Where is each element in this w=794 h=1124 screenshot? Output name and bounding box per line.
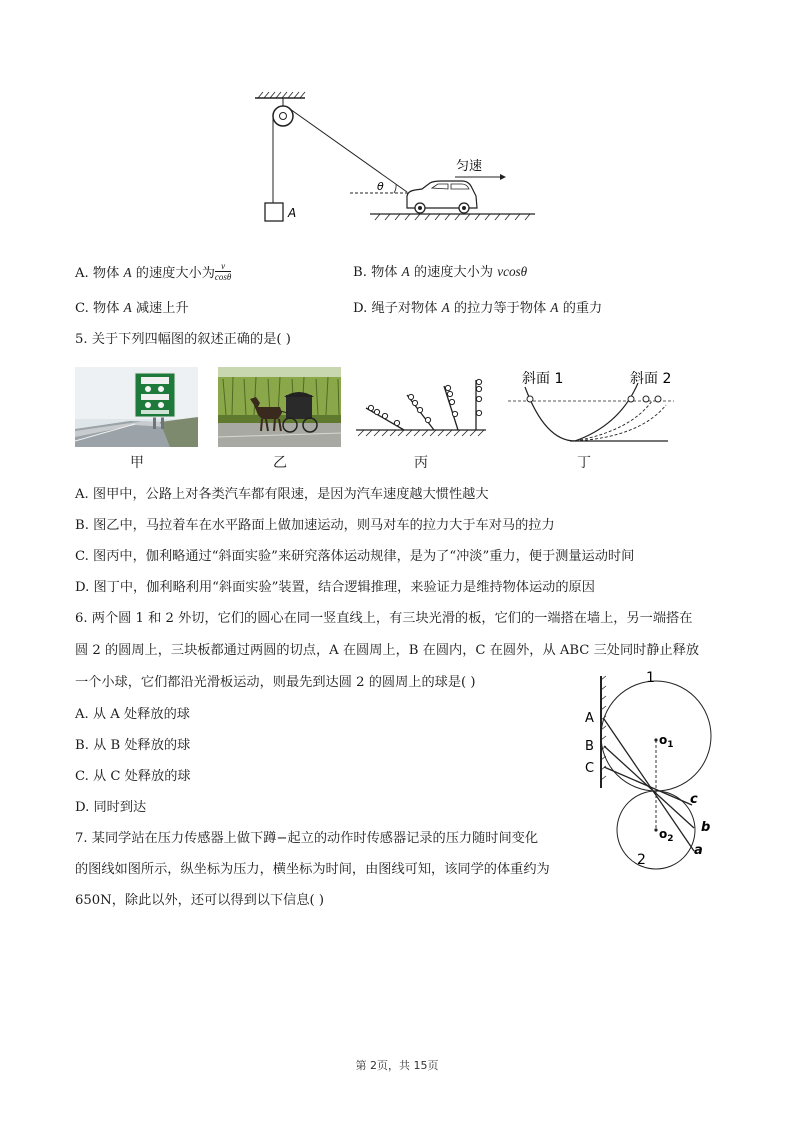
q6-stem-line1: 6. 两个圆 1 和 2 外切，它们的圆心在同一竖直线上，有三块光滑的板，它们的一端搭在墙上，另一端搭在: [75, 611, 693, 626]
circle1-label: 1: [646, 670, 655, 686]
q6-option-b: B. 从 B 处释放的球: [75, 738, 191, 753]
motion-label: 匀速: [456, 159, 483, 174]
q5-option-a: A. 图甲中，公路上对各类汽车都有限速，是因为汽车速度越大惯性越大: [75, 487, 489, 502]
page-footer: 第 2页，共 15页: [355, 1059, 439, 1072]
wall-label-c: C: [585, 761, 595, 776]
photo-highway-sign: [75, 367, 198, 447]
q4-option-b: B. 物体 A 的速度大小为 vcosθ: [353, 264, 528, 280]
caption-yi: 乙: [273, 455, 287, 471]
end-label-a: a: [694, 843, 703, 858]
circle-1: [601, 681, 711, 791]
q5-stem: 5. 关于下列四幅图的叙述正确的是( ): [75, 332, 291, 347]
center1-label: $o_1$: [659, 733, 674, 750]
q5-option-b: B. 图乙中，马拉着车在水平路面上做加速运动，则马对车的拉力大于车对马的拉力: [75, 518, 555, 533]
slope1-label: 斜面 1: [522, 371, 564, 387]
q4-option-c: C. 物体 A 减速上升: [75, 300, 189, 316]
q6-stem-line2: 圆 2 的圆周上，三块板都通过两圆的切点，A 在圆周上，B 在圆内，C 在圆外，从 ABC 三处同时静止释放: [75, 643, 700, 658]
wall-label-b: B: [585, 739, 594, 754]
q6-option-c: C. 从 C 处释放的球: [75, 769, 191, 784]
angle-label: θ: [377, 180, 384, 193]
fraction: $\frac{v}{\cos\theta}$: [214, 261, 232, 282]
caption-bing: 丙: [414, 455, 428, 471]
double-incline-figure: [500, 365, 680, 447]
end-label-b: b: [701, 820, 711, 835]
q6-option-d: D. 同时到达: [75, 800, 147, 815]
q6-option-a: A. 从 A 处释放的球: [75, 707, 190, 722]
q7-stem-line2: 的图线如图所示，纵坐标为压力，横坐标为时间，由图线可知，该同学的体重约为: [75, 862, 550, 877]
photo-horse-carriage: [218, 367, 341, 447]
q7-stem-line1: 7. 某同学站在压力传感器上做下蹲−起立的动作时传感器记录的压力随时间变化: [75, 831, 539, 846]
circle2-label: 2: [637, 852, 646, 868]
q4-option-d: D. 绳子对物体 A 的拉力等于物体 A 的重力: [353, 300, 603, 316]
pulley-car-figure: [250, 90, 550, 230]
car-icon: [407, 181, 477, 213]
caption-ding: 丁: [577, 455, 591, 471]
caption-jia: 甲: [130, 455, 144, 471]
q5-option-c: C. 图丙中，伽利略通过“斜面实验”来研究落体运动规律，是为了“冲淡”重力，便于测量运动时间: [75, 549, 635, 564]
block-a: [265, 203, 283, 221]
galileo-incline-figure: [352, 372, 490, 442]
q5-option-d: D. 图丁中，伽利略利用“斜面实验”装置，结合逻辑推理，来验证力是维持物体运动的原因: [75, 580, 595, 595]
q4-option-a: A. 物体 A 的速度大小为 $\frac{v}{\cos\theta}$: [75, 261, 232, 282]
end-label-c: c: [690, 792, 698, 807]
wall-label-a: A: [585, 711, 594, 726]
slope2-label: 斜面 2: [630, 371, 672, 387]
center2-label: $o_2$: [659, 827, 674, 844]
q7-stem-line3: 650N，除此以外，还可以得到以下信息( ): [75, 893, 325, 908]
q6-stem-line3: 一个小球，它们都沿光滑板运动，则最先到达圆 2 的圆周上的球是( ): [75, 675, 476, 690]
tangent-circles-figure: [580, 668, 720, 873]
block-a-label: A: [288, 206, 297, 220]
